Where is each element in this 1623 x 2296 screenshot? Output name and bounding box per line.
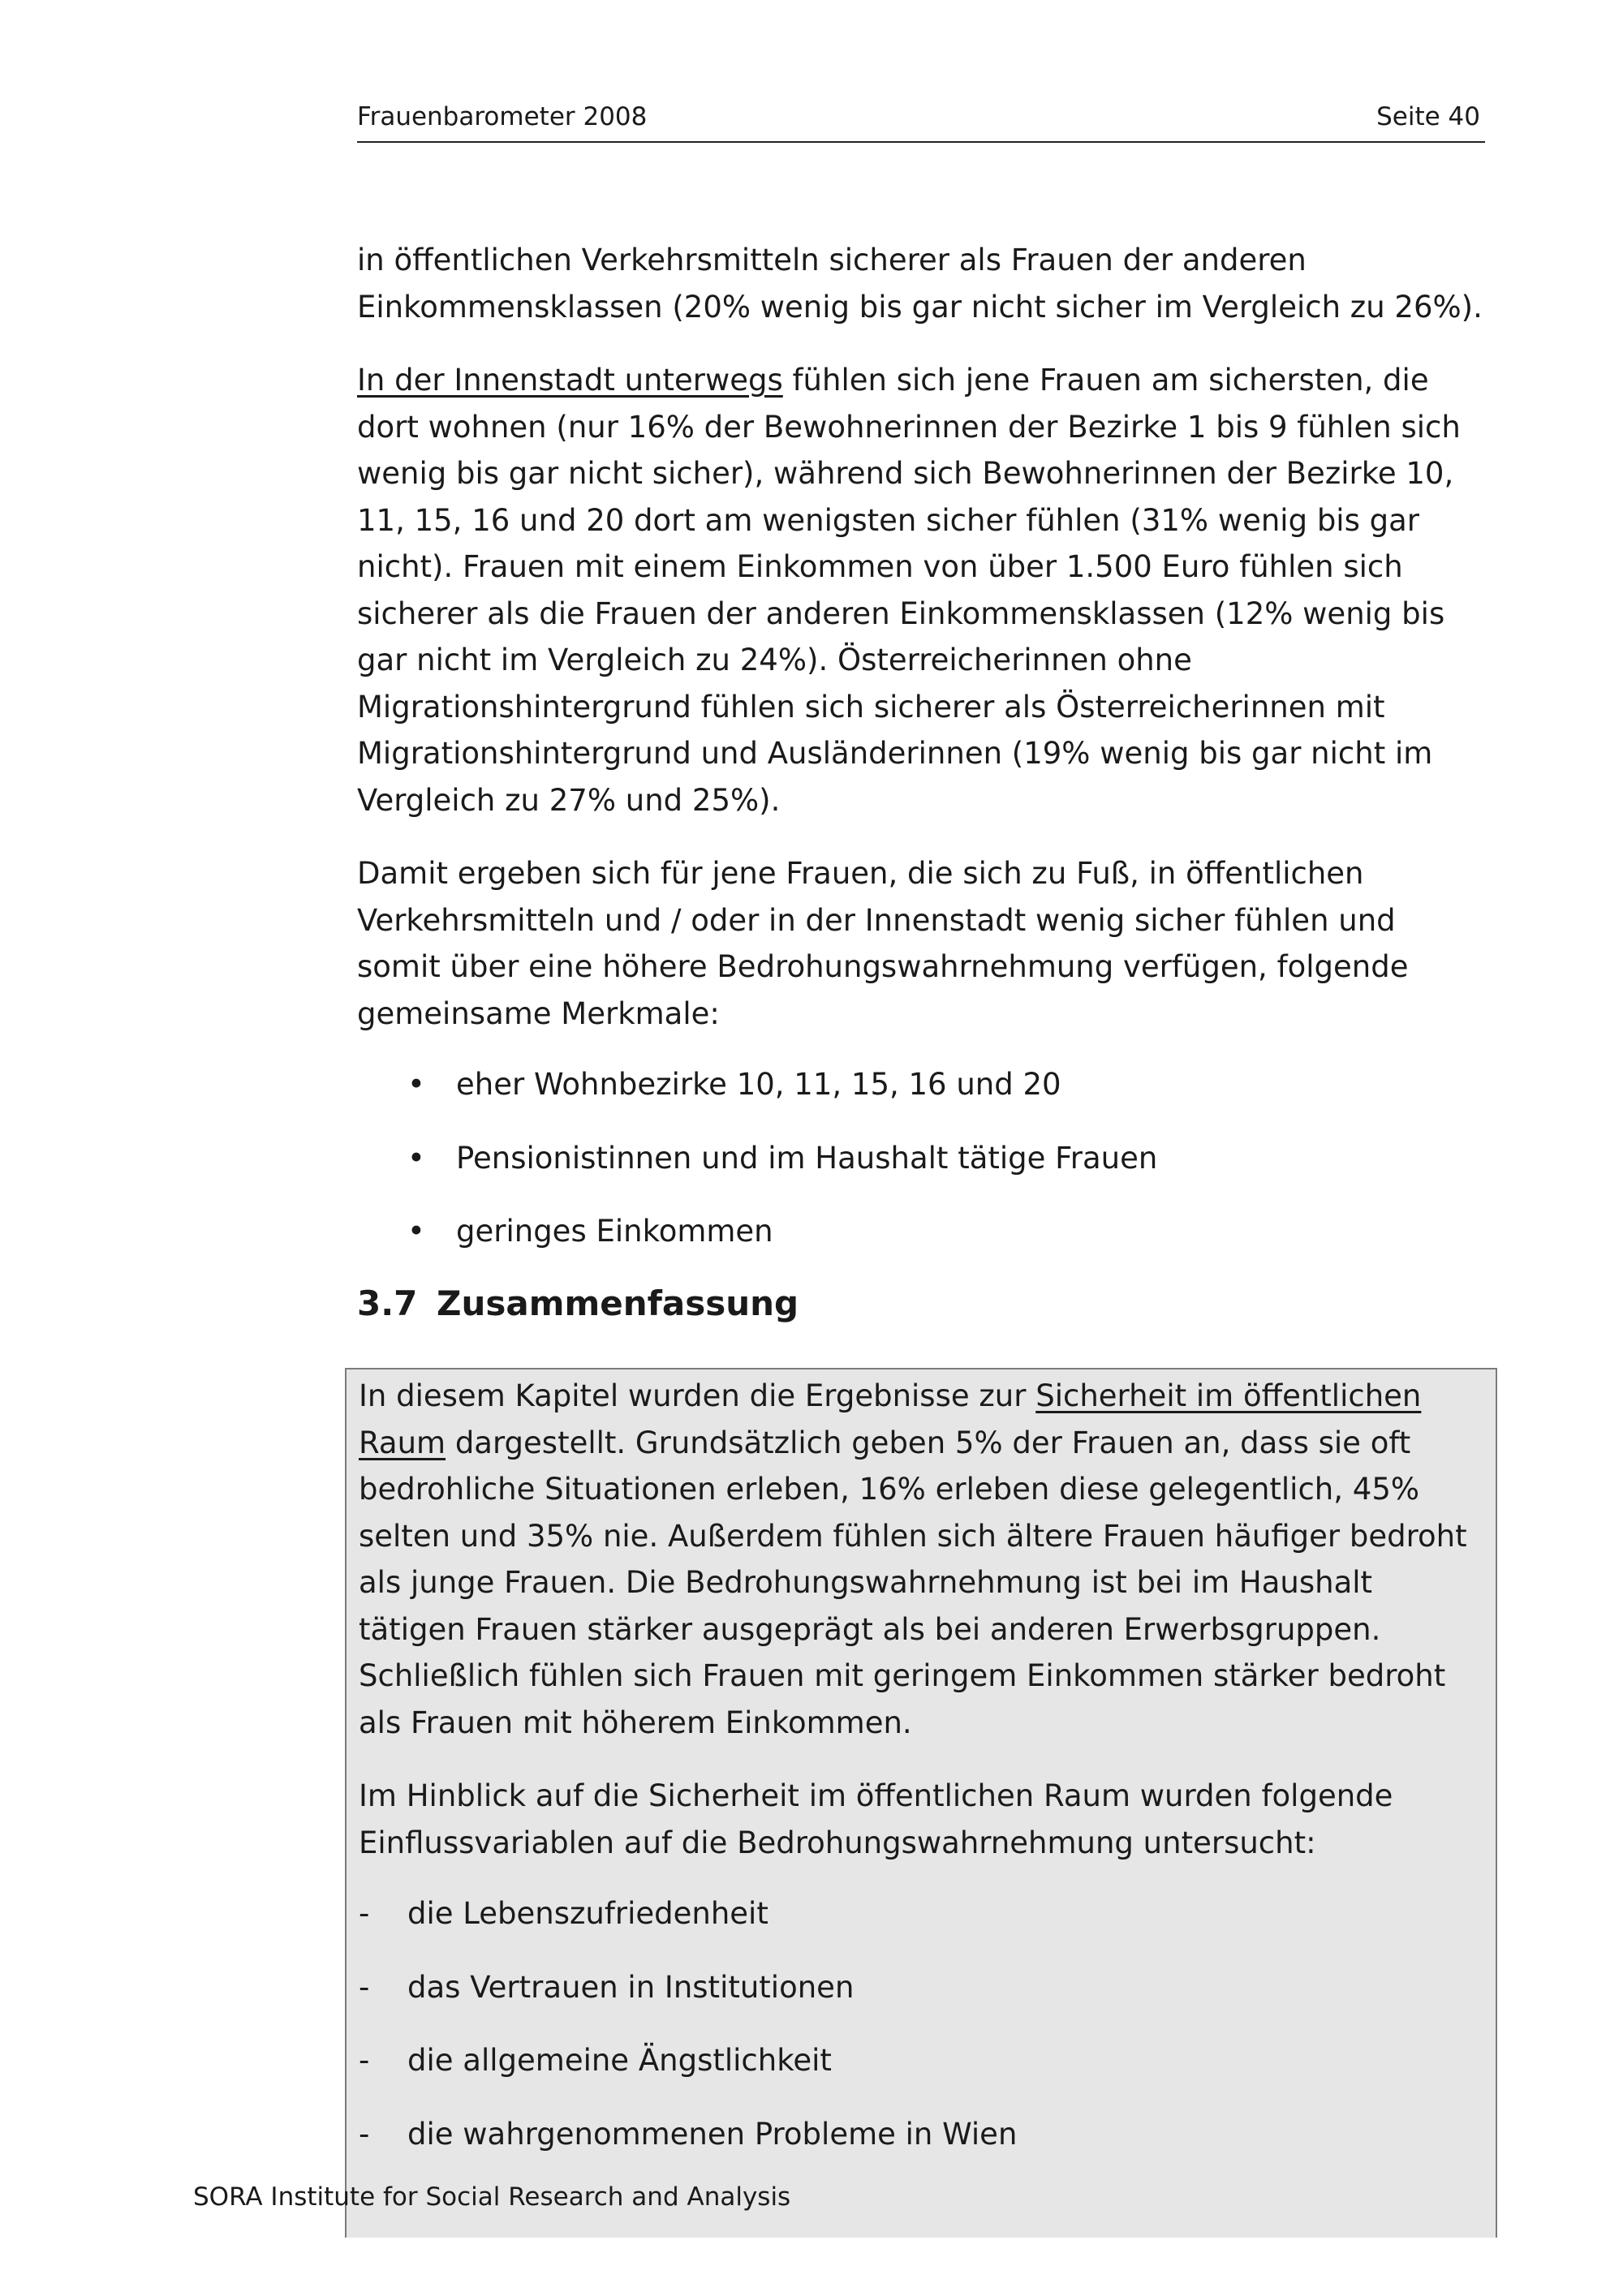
summary-paragraph: Im Hinblick auf die Sicherheit im öffentlichen Raum wurden folgende Einflussvariablen auf die Bedrohungswahrnehmung untersucht: bbox=[359, 1778, 1393, 1860]
dash-list bbox=[359, 1890, 1487, 2157]
list-item bbox=[359, 1890, 1487, 1937]
section-heading bbox=[357, 1283, 799, 1323]
list-item bbox=[359, 1964, 1487, 2011]
bullet-list bbox=[357, 1061, 1485, 1255]
dash-marker: - bbox=[359, 2043, 370, 2078]
dash-marker: - bbox=[359, 1969, 370, 2005]
list-item-text: die wahrgenommenen Probleme in Wien bbox=[407, 2116, 1018, 2152]
list-item bbox=[357, 1208, 1485, 1255]
list-item bbox=[357, 1135, 1485, 1182]
list-item-text: eher Wohnbezirke 10, 11, 15, 16 und 20 bbox=[456, 1067, 1061, 1102]
summary-paragraph bbox=[359, 1373, 1487, 1746]
list-item bbox=[359, 2111, 1487, 2158]
section-title: Zusammenfassung bbox=[437, 1283, 799, 1323]
list-item bbox=[359, 2037, 1487, 2084]
summary-box bbox=[345, 1368, 1497, 2238]
paragraph: in öffentlichen Verkehrsmitteln sicherer als Frauen der anderen Einkommensklassen (20% wenig bis gar nicht sicher im Vergleich zu 26%). bbox=[357, 243, 1483, 325]
list-item-text: geringes Einkommen bbox=[456, 1214, 773, 1249]
page-header bbox=[357, 102, 1485, 143]
body-text bbox=[357, 237, 1485, 1282]
paragraph-text: dargestellt. Grundsätzlich geben 5% der Frauen an, dass sie oft bedrohliche Situationen erleben, 16% erleben diese gelegentlich, 45% selten und 35% nie. Außerdem fühlen sich ältere Frauen häufiger bedroht als junge Frauen. Die Bedrohungswahrnehmung ist bei im Haushalt tätigen Frauen stärker ausgeprägt als bei anderen Erwerbsgruppen. Schließlich fühlen sich Frauen mit geringem Einkommen stärker bedroht als Frauen mit höherem Einkommen. bbox=[359, 1425, 1467, 1740]
dash-marker: - bbox=[359, 1896, 370, 1931]
paragraph bbox=[357, 357, 1485, 823]
bullet-icon: • bbox=[407, 1067, 425, 1102]
page-number: Seite 40 bbox=[1376, 102, 1480, 131]
bullet-icon: • bbox=[407, 1140, 425, 1176]
list-item bbox=[357, 1061, 1485, 1108]
section-number: 3.7 bbox=[357, 1283, 418, 1323]
underlined-phrase: Sicherheit im öffentlichen Raum bbox=[359, 1378, 1422, 1460]
list-item-text: das Vertrauen in Institutionen bbox=[407, 1969, 855, 2005]
paragraph-text: fühlen sich jene Frauen am sichersten, die dort wohnen (nur 16% der Bewohnerinnen der Bezirke 1 bis 9 fühlen sich wenig bis gar nicht sicher), während sich Bewohnerinnen der Bezirke 10, 11, 15, 16 und 20 dort am wenigsten sicher fühlen (31% wenig bis gar nicht). Frauen mit einem Einkommen von über 1.500 Euro fühlen sich sicherer als die Frauen der anderen Einkommensklassen (12% wenig bis gar nicht im Vergleich zu 24%). Österreicherinnen ohne Migrationshintergrund fühlen sich sicherer als Österreicherinnen mit Migrationshintergrund und Ausländerinnen (19% wenig bis gar nicht im Vergleich zu 27% und 25%). bbox=[357, 363, 1461, 818]
bullet-icon: • bbox=[407, 1214, 425, 1249]
page-footer: SORA Institute for Social Research and Analysis bbox=[193, 2182, 791, 2212]
dash-marker: - bbox=[359, 2116, 370, 2152]
underlined-phrase: In der Innenstadt unterwegs bbox=[357, 363, 783, 398]
list-item-text: Pensionistinnen und im Haushalt tätige Frauen bbox=[456, 1140, 1158, 1176]
list-item-text: die allgemeine Ängstlichkeit bbox=[407, 2043, 832, 2078]
paragraph: Damit ergeben sich für jene Frauen, die sich zu Fuß, in öffentlichen Verkehrsmitteln und / oder in der Innenstadt wenig sicher fühlen und somit über eine höhere Bedrohungswahrnehmung verfügen, folgende gemeinsame Merkmale: bbox=[357, 856, 1409, 1031]
document-title: Frauenbarometer 2008 bbox=[357, 102, 648, 131]
paragraph-text: In diesem Kapitel wurden die Ergebnisse zur bbox=[359, 1378, 1036, 1413]
list-item-text: die Lebenszufriedenheit bbox=[407, 1896, 768, 1931]
